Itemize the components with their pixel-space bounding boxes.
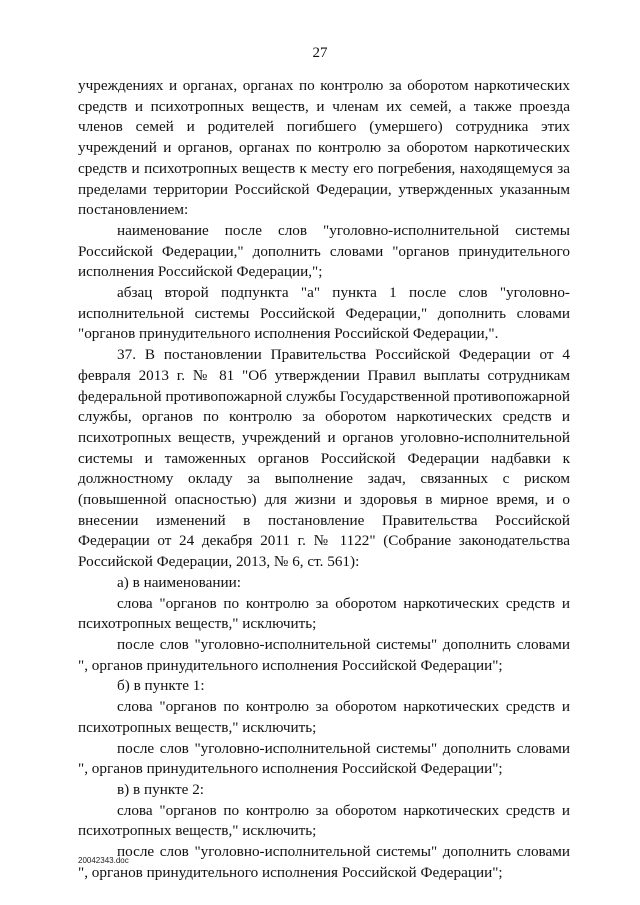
footer-filename: 20042343.doc	[78, 856, 129, 865]
document-body	[78, 76, 570, 883]
paragraph-sub-a-after-words: после слов "уголовно-исполнительной системы" дополнить словами ", органов принудительного исполнения Российской Федерации";	[78, 635, 570, 674]
page-number: 27	[312, 45, 328, 61]
paragraph-sub-a-words: слова "органов по контролю за оборотом наркотических средств и психотропных веществ," исключить;	[78, 594, 570, 633]
paragraph-sub-c-after-words: после слов "уголовно-исполнительной системы" дополнить словами ", органов принудительного исполнения Российской Федерации";	[78, 843, 570, 881]
paragraph-title-amendment: наименование после слов "уголовно-исполнительной системы Российской Федерации," дополнить словами "органов принудительного исполнения Российской Федерации,";	[78, 221, 570, 281]
paragraph-sub-b-after-words: после слов "уголовно-исполнительной системы" дополнить словами ", органов принудительного исполнения Российской Федерации";	[78, 739, 570, 778]
paragraph-subparagraph-amendment: абзац второй подпункта "а" пункта 1 после слов "уголовно-исполнительной системы Российской Федерации," дополнить словами "органов принудительного исполнения Российской Федерации,".	[78, 284, 570, 343]
paragraph-sub-c-words: слова "органов по контролю за оборотом наркотических средств и психотропных веществ," исключить;	[78, 801, 570, 840]
paragraph-sub-a: а) в наименовании:	[117, 573, 241, 591]
paragraph-sub-c: в) в пункте 2:	[117, 780, 205, 798]
paragraph-sub-b: б) в пункте 1:	[117, 677, 205, 695]
paragraph-item-37: 37. В постановлении Правительства Российской Федерации от 4 февраля 2013 г. № 81 "Об утверждении Правил выплаты сотрудникам федеральной противопожарной службы Государственной противопожарной службы, органов по контролю за оборотом наркотических средств и психотропных веществ, учреждений и органов уголовно-исполнительной системы и таможенных органов Российской Федерации надбавки к должностному окладу за выполнение задач, связанных с риском (повышенной опасностью) для жизни и здоровья в мирное время, и о внесении изменений в постановление Правительства Российской Федерации от 24 декабря 2011 г. № 1122" (Собрание законодательства Российской Федерации, 2013, № 6, ст. 561):	[78, 346, 570, 571]
paragraph-sub-b-words: слова "органов по контролю за оборотом наркотических средств и психотропных веществ," исключить;	[78, 698, 570, 736]
paragraph-continuation: учреждениях и органах, органах по контролю за оборотом наркотических средств и психотропных веществ, и членам их семей, а также проезда членов семей и родителей погибшего (умершего) сотрудника этих учреждений и органов, органах по контролю за оборотом наркотических средств и психотропных веществ к месту его погребения, находящемуся за пределами территории Российской Федерации, утвержденных указанным постановлением:	[78, 77, 570, 219]
